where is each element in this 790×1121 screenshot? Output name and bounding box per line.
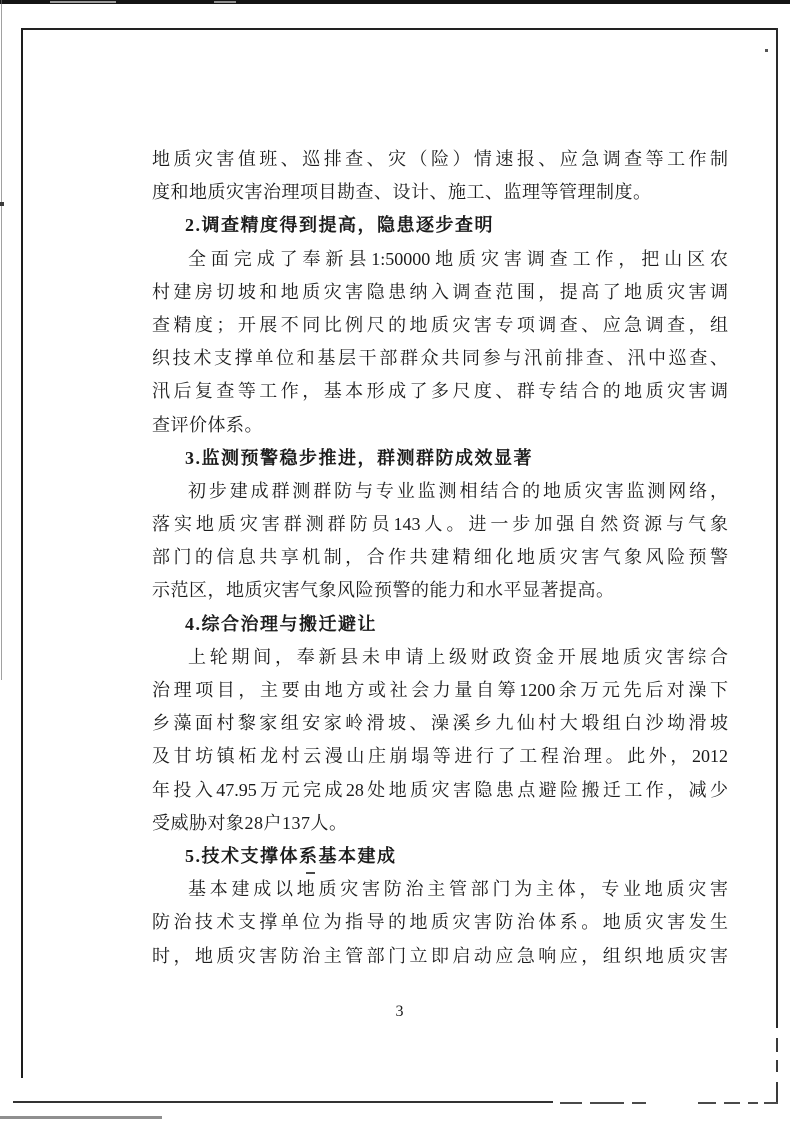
page-frame-border-bottom bbox=[13, 1101, 553, 1103]
scan-artifact-gray-patch bbox=[50, 1, 116, 3]
text-line: 查精度；开展不同比例尺的地质灾害专项调查、应急调查，组 bbox=[152, 314, 728, 335]
section-heading-5: 5.技术支撑体系基本建成 bbox=[185, 845, 397, 866]
page-frame-border-right bbox=[776, 28, 778, 1028]
text-line: 上轮期间，奉新县未申请上级财政资金开展地质灾害综合 bbox=[188, 646, 728, 667]
text-line: 落实地质灾害群测群防员143人。进一步加强自然资源与气象 bbox=[152, 514, 728, 535]
page-frame-border-bottom-dash bbox=[724, 1102, 740, 1104]
page-number: 3 bbox=[395, 1003, 404, 1020]
section-heading-3: 3.监测预警稳步推进，群测群防成效显著 bbox=[185, 447, 533, 468]
text-line: 汛后复查等工作，基本形成了多尺度、群专结合的地质灾害调 bbox=[152, 381, 728, 402]
text-line: 初步建成群测群防与专业监测相结合的地质灾害监测网络， bbox=[188, 480, 728, 501]
text-line: 乡藻面村黎家组安家岭滑坡、澡溪乡九仙村大塅组白沙坳滑坡 bbox=[152, 713, 728, 734]
text-line: 度和地质灾害治理项目勘查、设计、施工、监理等管理制度。 bbox=[152, 182, 652, 203]
section-heading-2: 2.调查精度得到提高，隐患逐步查明 bbox=[185, 215, 494, 236]
text-line: 时，地质灾害防治主管部门立即启动应急响应，组织地质灾害 bbox=[152, 945, 728, 966]
scan-artifact-left-edge-line bbox=[1, 0, 2, 680]
text-line: 治理项目，主要由地方或社会力量自筹1200余万元先后对澡下 bbox=[152, 680, 728, 700]
text-line: 织技术支撑单位和基层干部群众共同参与汛前排查、汛中巡查、 bbox=[152, 348, 728, 369]
page-frame-border-bottom-dash bbox=[698, 1102, 716, 1104]
text-line: 受威胁对象28户137人。 bbox=[152, 812, 348, 833]
page-frame-border-top bbox=[21, 28, 778, 30]
page-frame-border-bottom-dash bbox=[560, 1102, 582, 1104]
text-line: 防治技术支撑单位为指导的地质灾害防治体系。地质灾害发生 bbox=[152, 912, 728, 933]
scan-artifact-top-strip bbox=[0, 0, 790, 4]
page-frame-border-left bbox=[21, 28, 23, 1078]
page-frame-border-right-dash bbox=[776, 1038, 778, 1052]
page-frame-border-right-dash bbox=[776, 1060, 778, 1072]
page-frame-border-right-dash bbox=[776, 1082, 778, 1102]
text-line: 全面完成了奉新县1:50000地质灾害调查工作，把山区农 bbox=[188, 248, 728, 269]
scan-artifact-bottom-gray-strip bbox=[0, 1116, 162, 1119]
page-frame-border-bottom-dash bbox=[764, 1102, 778, 1104]
text-line: 年投入47.95万元完成28处地质灾害隐患点避险搬迁工作，减少 bbox=[152, 779, 728, 800]
scan-artifact-gray-patch bbox=[214, 1, 236, 3]
text-line: 部门的信息共享机制，合作共建精细化地质灾害气象风险预警 bbox=[152, 547, 728, 568]
scan-artifact-speck bbox=[0, 202, 4, 206]
document-text-block bbox=[152, 143, 728, 973]
text-line: 村建房切坡和地质灾害隐患纳入调查范围，提高了地质灾害调 bbox=[152, 281, 728, 302]
text-line: 及甘坊镇柘龙村云漫山庄崩塌等进行了工程治理。此外，2012 bbox=[152, 746, 728, 767]
text-line: 示范区，地质灾害气象风险预警的能力和水平显著提高。 bbox=[152, 580, 615, 601]
page-frame-border-bottom-dash bbox=[590, 1102, 624, 1104]
text-line: 基本建成以地质灾害防治主管部门为主体，专业地质灾害 bbox=[188, 879, 728, 900]
page-frame-border-bottom-dash bbox=[632, 1102, 646, 1104]
page-frame-border-bottom-dash bbox=[748, 1102, 758, 1104]
text-line: 地质灾害值班、巡排查、灾（险）情速报、应急调查等工作制 bbox=[152, 149, 728, 169]
section-heading-4: 4.综合治理与搬迁避让 bbox=[185, 613, 377, 634]
text-line: 查评价体系。 bbox=[152, 414, 263, 435]
scan-artifact-speck bbox=[765, 49, 768, 52]
